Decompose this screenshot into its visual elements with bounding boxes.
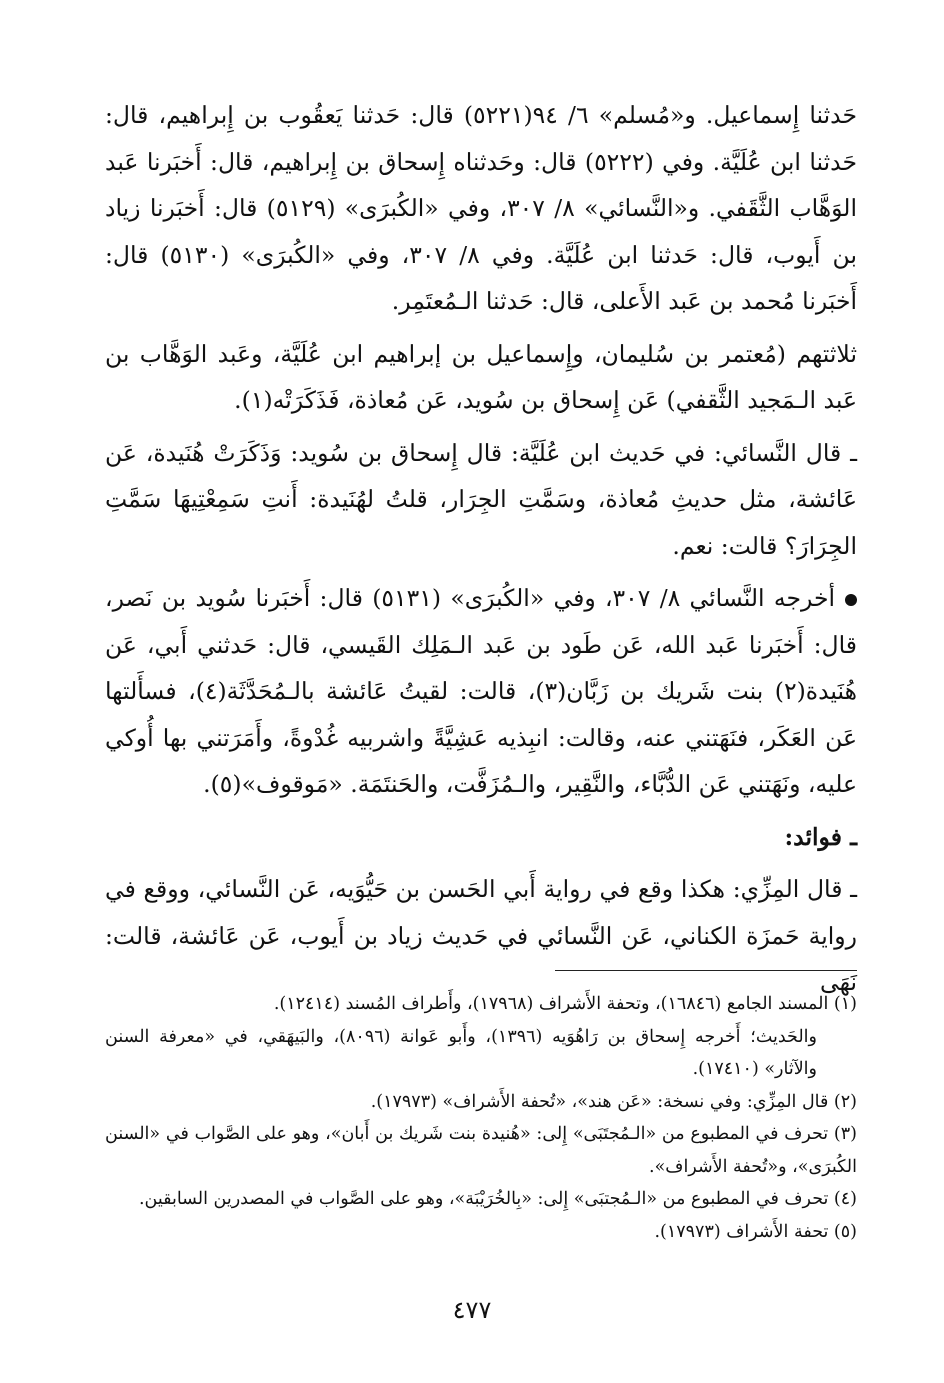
footnote-4: (٤) تحرف في المطبوع من «الـمُجتبَى» إِلى: «بِالخُرَيْبَة»، وهو على الصَّواب في المصدرين السابقين. (138, 1189, 857, 1209)
paragraph-mizzi: ـ قال المِزِّي: هكذا وقع في رواية أَبي الحَسن بن حَيُّوَيه، عَن النَّسائي، ووقع في رواية حَمزَة الكناني، عَن النَّسائي في حَديث زياد بن أَيوب، عَن عَائشة، قالت: نَهَى (105, 875, 858, 996)
footnotes (105, 988, 857, 1248)
bullet-icon (845, 594, 857, 606)
paragraph-takhrij (105, 575, 857, 808)
main-text (105, 92, 857, 1006)
paragraph-takhrij-text: أخرجه النَّسائي ٨/ ٣٠٧، وفي «الكُبرَى» (٥١٣١) قال: أَخبَرنا سُويد بن نَصر، قال: أَخبَرنا عَبد الله، عَن طَود بن عَبد الـمَلِك القَيسي، قال: حَدثني أَبي، عَن هُنَيدة(٢) بنت شَريك بن زَبَّان(٣)، قالت: لقيتُ عَائشة بالـمُحَدَّثَة(٤)، فسأَلتها عَن العَكَر، فنَهَتني عنه، وقالت: انبِذيه عَشِيَّةً واشربيه غُدْوةً، وأَمَرَتني بها أُوكي عليه، ونَهَتني عَن الدُّبَّاء، والنَّقِير، والـمُزَفَّت، والحَنتَمَة. «مَوقوف»(٥). (105, 584, 857, 798)
footnote-3: (٣) تحرف في المطبوع من «الـمُجتَبَى» إِلى: «هُنيدة بنت شَريك بن أَبان»، وهو على الصَّواب في «السنن الكُبرَى»، و«تُحفة الأَشراف». (105, 1124, 857, 1177)
fawaid-heading: ـ فوائد: (784, 822, 857, 851)
footnote-2: (٢) قال المِزِّي: وفي نسخة: «عَن هند»، «تُحفة الأَشراف» (١٧٩٧٣). (370, 1091, 857, 1112)
paragraph-three-narrators: ثلاثتهم (مُعتمر بن سُليمان، وإِسماعيل بن إبراهيم ابن عُلَيَّة، وعَبد الوَهَّاب بن عَبد الـمَجيد الثَّقفي) عَن إِسحاق بن سُويد، عَن مُعاذة، فَذَكَرَتْه(١). (105, 339, 857, 414)
footnote-5: (٥) تحفة الأَشراف (١٧٩٧٣). (654, 1221, 857, 1242)
footnote-1: (١) المسند الجامع (١٦٨٤٦)، وتحفة الأَشراف (١٧٩٦٨)، وأَطراف المُسند (١٢٤١٤). (273, 994, 857, 1014)
footnote-separator (555, 970, 857, 971)
footnote-1-continued: والحَديث؛ أَخرجه إِسحاق بن رَاهُوَيه (١٣٩٦)، وأَبو عَوانة (٨٠٩٦)، والبَيهَقي، في «معرفة السنن والآثار» (١٧٤١٠). (105, 1026, 817, 1079)
paragraph-hadith-chains: حَدثنا إِسماعيل. و«مُسلم» ٦/ ٩٤(٥٢٢١) قال: حَدثنا يَعقُوب بن إِبراهيم، قال: حَدثنا ابن عُلَيَّة. وفي (٥٢٢٢) قال: وحَدثناه إِسحاق بن إِبراهيم، قال: أَخبَرنا عَبد الوَهَّاب الثَّقَفي. و«النَّسائي» ٨/ ٣٠٧، وفي «الكُبرَى» (٥١٢٩) قال: أَخبَرنا زياد بن أَيوب، قال: حَدثنا ابن عُلَيَّة. وفي ٨/ ٣٠٧، وفي «الكُبرَى» (٥١٣٠) قال: أَخبَرنا مُحمد بن عَبد الأَعلى، قال: حَدثنا الـمُعتَمِر. (105, 101, 858, 315)
page-number: ٤٧٧ (452, 1296, 492, 1324)
paragraph-nasai-comment: ـ قال النَّسائي: في حَديث ابن عُلَيَّة: قال إِسحاق بن سُويد: وَذَكَرَتْ هُنَيدة، عَن عَائشة، مثل حديثِ مُعاذة، وسَمَّتِ الجِرَار، قلتُ لهُنَيدة: أَنتِ سَمِعْتِيهَا سَمَّتِ الجِرَارَ؟ قالت: نعم. (105, 438, 857, 560)
